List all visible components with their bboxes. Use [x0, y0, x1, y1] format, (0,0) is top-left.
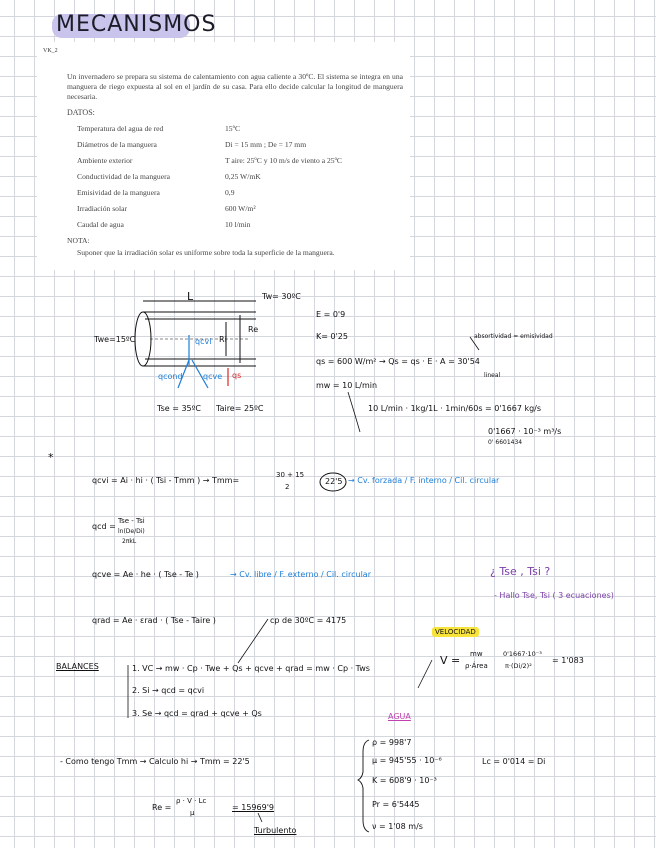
v-pointer	[418, 660, 432, 688]
eq-qcve: qcve = Ae · he · ( Tse - Te )	[92, 570, 199, 579]
v-lhs: V =	[440, 654, 461, 667]
flow-connector	[348, 392, 355, 415]
label-ri: Ri	[219, 335, 227, 344]
data-value: 0,25 W/mK	[225, 172, 261, 181]
v-frac-bot: ρ·Área	[465, 662, 488, 670]
data-label: Emisividad de la manguera	[77, 188, 160, 197]
balance-3: 3. Se → qcd = qrad + qcve + Qs	[132, 709, 262, 718]
star-mark: *	[48, 451, 54, 464]
re-bot: μ	[190, 809, 195, 817]
datos-heading: DATOS:	[67, 108, 95, 117]
agua-label: AGUA	[388, 712, 411, 721]
qcond-mid: ln(De/Di)	[118, 528, 145, 535]
label-qs: qs	[232, 371, 242, 380]
como-line: - Como tengo Tmm → Calculo hi → Tmm = 22'5	[60, 757, 250, 766]
props-brace	[358, 740, 369, 832]
v-rhs-top: 0'1667·10⁻³	[503, 650, 542, 658]
v-rhs-bot: π·(Di/2)²	[505, 662, 532, 670]
given-emissivity: E = 0'9	[316, 310, 346, 319]
v-frac-top: mw	[470, 650, 483, 658]
label-taire: Taire= 25ºC	[216, 404, 264, 413]
question: ¿ Tse , Tsi ?	[490, 565, 551, 578]
data-label: Diámetros de la manguera	[77, 140, 157, 149]
statement-text: Un invernadero se prepara su sistema de calentamiento con agua caliente a 30ºC. El sistema se integra en una manguera de riego expuesta al sol en el jardín de su casa. Para ello decide calcular la longitud de manguera necesaria.	[67, 72, 403, 101]
data-value: 0,9	[225, 188, 235, 197]
nota-heading: NOTA:	[67, 236, 90, 245]
balance-1: 1. VC → mw · Cp · Twe + Qs + qcve + qrad = mw · Cp · Tws	[132, 664, 370, 673]
velocidad-label: VELOCIDAD	[432, 627, 479, 637]
nota-text: Suponer que la irradiación solar es uniforme sobre toda la superficie de la manguera.	[77, 248, 335, 257]
data-label: Irradiación solar	[77, 204, 127, 213]
question-note: - Hallo Tse, Tsi ( 3 ecuaciones)	[494, 591, 614, 600]
tmm-note: → Cv. forzada / F. interno / Cil. circular	[348, 476, 500, 485]
cp-note: cp de 30ºC = 4175	[270, 616, 347, 625]
prop-k: K = 608'9 · 10⁻³	[372, 776, 437, 785]
tmm-value: 22'5	[325, 477, 343, 486]
label-tse: Tse = 35ºC	[157, 404, 201, 413]
lineal-note: lineal	[484, 372, 501, 379]
balances-label: BALANCES	[56, 662, 99, 671]
data-value: 15ºC	[225, 124, 241, 133]
data-value: 10 l/min	[225, 220, 251, 229]
turbulento-pointer	[258, 813, 262, 822]
page-title: MECANISMOS	[56, 12, 217, 37]
given-flow-den: 0' 6601434	[488, 439, 523, 446]
label-qcve: qcve	[203, 372, 223, 381]
qcve-note: → Cv. libre / F. externo / Cil. circular	[230, 570, 371, 579]
given-conv: 10 L/min · 1kg/1L · 1min/60s = 0'1667 kg/s	[368, 404, 542, 413]
re-value: = 15969'9	[232, 803, 274, 812]
re-top: ρ · V · Lc	[176, 797, 207, 805]
given-k: K= 0'25	[316, 332, 348, 341]
label-tw-out: Tw= 30ºC	[262, 292, 301, 301]
prop-nu: ν = 1'08 m/s	[372, 822, 423, 831]
label-qcond: qcond	[158, 372, 183, 381]
eq-qrad: qrad = Ae · εrad · ( Tse - Taire )	[92, 616, 216, 625]
qcond-bot: 2πkL	[122, 538, 137, 545]
given-qs: qs = 600 W/m² → Qs = qs · E · A = 30'54	[316, 357, 480, 366]
label-tw-in: Twe=15ºC	[94, 335, 136, 344]
data-value: 600 W/m²	[225, 204, 256, 213]
data-label: Caudal de agua	[77, 220, 124, 229]
prop-pr: Pr = 6'5445	[372, 800, 420, 809]
label-qcvi: qcvi	[195, 337, 212, 346]
cp-pointer	[238, 619, 268, 663]
tmm-frac-bot: 2	[285, 483, 290, 491]
data-label: Temperatura del agua de red	[77, 124, 164, 133]
data-label: Ambiente exterior	[77, 156, 133, 165]
flow-underline	[355, 415, 360, 432]
prop-rho: ρ = 998'7	[372, 738, 412, 747]
data-label: Conductividad de la manguera	[77, 172, 170, 181]
tmm-frac-top: 30 + 15	[276, 471, 305, 479]
re-lhs: Re =	[152, 803, 172, 812]
label-re: Re	[248, 325, 259, 334]
prop-mu: μ = 945'55 · 10⁻⁶	[372, 756, 442, 765]
v-value: = 1'083	[552, 656, 584, 665]
qcond-top: Tse - Tsi	[118, 517, 145, 525]
label-L: L	[187, 290, 194, 303]
balance-2: 2. Si → qcd = qcvi	[132, 686, 205, 695]
eq-qcvi: qcvi = Ai · hi · ( Tsi - Tmm ) → Tmm=	[92, 476, 240, 485]
eq-qcond-lhs: qcd =	[92, 522, 116, 531]
lc-value: Lc = 0'014 = Di	[482, 757, 546, 766]
data-value: Di = 15 mm ; De = 17 mm	[225, 140, 307, 149]
given-mw: mw = 10 L/min	[316, 381, 378, 390]
turbulento-label: Turbulento	[254, 826, 297, 835]
absorb-note: absortividad = emisividad	[474, 333, 553, 340]
pipe-left-end	[135, 312, 151, 366]
given-flow: 0'1667 · 10⁻³ m³/s	[488, 427, 562, 436]
problem-label: VK_2	[43, 48, 58, 54]
data-value: T aire: 25ºC y 10 m/s de viento a 25ºC	[225, 156, 342, 165]
